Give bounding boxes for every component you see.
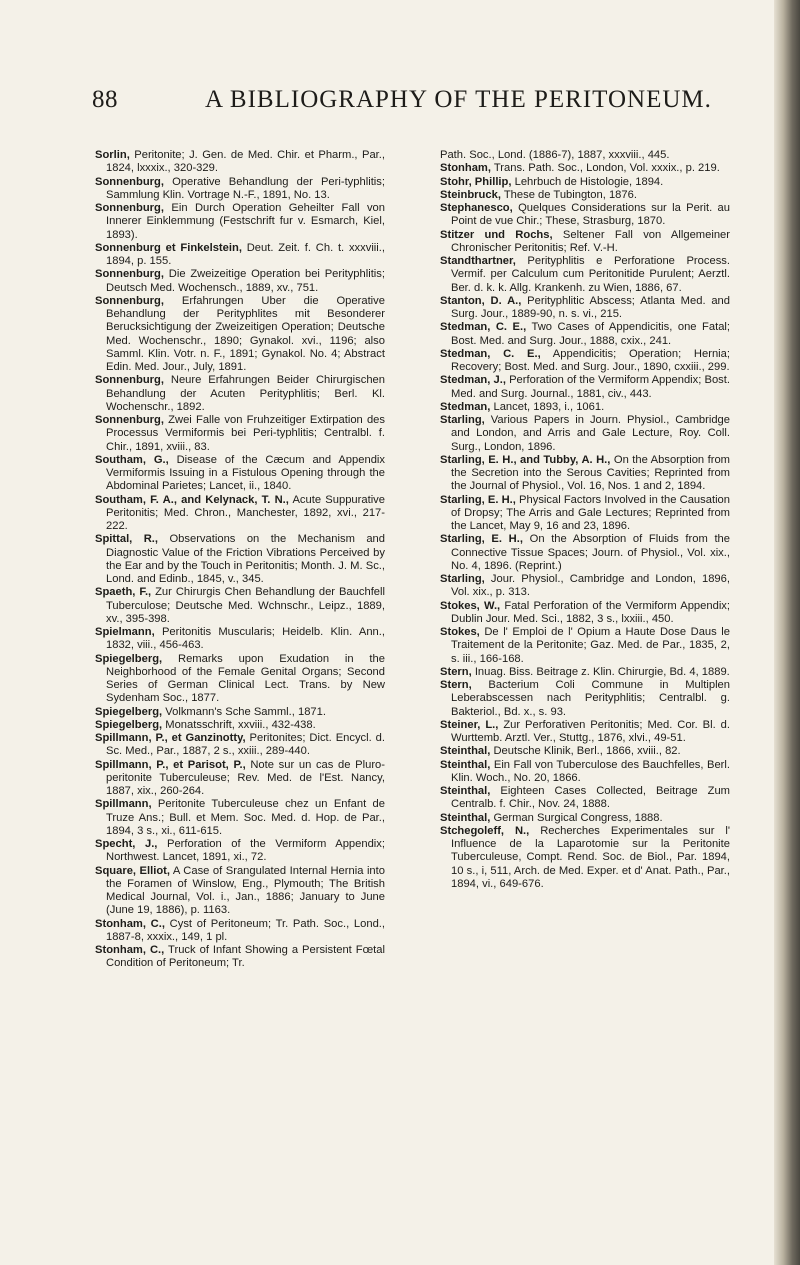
entry-author: Steiner, L., xyxy=(440,718,499,731)
entry-citation: Peritonitis Muscularis; Heidelb. Klin. Ann., 1832, viii., 456-463. xyxy=(106,626,385,652)
entry-citation: Physical Factors Involved in the Causation of Dropsy; The Arris and Gale Lectures; Reprinted from the Lancet, May 9, 16 and 23, 1896. xyxy=(451,493,730,532)
entry-citation: Volkmann's Sche Samml., 1871. xyxy=(162,705,326,718)
bibliography-entry xyxy=(440,202,730,229)
bibliography-entry xyxy=(95,653,385,706)
bibliography-entry xyxy=(440,189,730,202)
page-header xyxy=(0,86,800,116)
entry-citation: De l' Emploi de l' Opium a Haute Dose Daus le Traitement de la Peritonite; Gaz. Med. de Par., 1835, 2, s. iii., 166-168. xyxy=(451,626,730,665)
entry-citation: Deutsche Klinik, Berl., 1866, xviii., 82. xyxy=(490,745,681,758)
bibliography-entry xyxy=(440,745,730,758)
entry-author: Stedman, C. E., xyxy=(440,347,541,360)
bibliography-entry xyxy=(95,494,385,534)
entry-author: Stonham, C., xyxy=(95,917,165,930)
entry-citation: Trans. Path. Soc., London, Vol. xxxix., p. 219. xyxy=(490,162,720,175)
entry-citation: Appendicitis; Operation; Hernia; Recovery; Bost. Med. and Surg. Jour., 1890, cxxiii., 299. xyxy=(451,347,730,373)
entry-author: Spaeth, F., xyxy=(95,586,152,599)
entry-author: Steinthal, xyxy=(440,811,491,824)
entry-author: Stchegoleff, N., xyxy=(440,824,530,837)
entry-citation: Monatsschrift, xxviii., 432-438. xyxy=(162,718,316,731)
entry-author: Steinthal, xyxy=(440,758,491,771)
entry-citation: Two Cases of Appendicitis, one Fatal; Bost. Med. and Surg. Jour., 1888, cxix., 241. xyxy=(451,321,731,347)
entry-citation: Peritonite; J. Gen. de Med. Chir. et Pharm., Par., 1824, lxxxix., 320-329. xyxy=(106,149,385,175)
bibliography-entry xyxy=(440,626,730,666)
running-head: A BIBLIOGRAPHY OF THE PERITONEUM. xyxy=(205,86,712,113)
entry-author: Spielmann, xyxy=(95,626,155,638)
bibliography-entry xyxy=(440,229,730,256)
entry-author: Square, Elliot, xyxy=(95,864,171,877)
bibliography-entry xyxy=(440,666,730,679)
entry-author: Stedman, xyxy=(440,400,491,413)
entry-citation: Neure Erfahrungen Beider Chirurgischen Behandlung der Acuten Perityphlitis; Berl. Kl. Wochenschr., 1892. xyxy=(106,374,385,413)
entry-citation: Operative Behandlung der Peri-typhlitis; Sammlung Klin. Vortrage N.-F., 1891, No. 13. xyxy=(106,175,385,201)
bibliography-entry xyxy=(440,825,730,891)
bibliography-entry xyxy=(440,812,730,825)
bibliography-entry xyxy=(440,255,730,295)
entry-author: Stedman, J., xyxy=(440,374,506,387)
entry-citation: Perityphlitic Abscess; Atlanta Med. and Surg. Jour., 1889-90, n. s. vi., 215. xyxy=(451,294,730,320)
entry-citation: Seltener Fall von Allgemeiner Chronischer Peritonitis; Ref. V.-H. xyxy=(451,228,730,254)
entry-citation: Acute Suppurative Peritonitis; Med. Chron., Manchester, 1892, xvi., 217-222. xyxy=(106,493,385,532)
entry-citation: Die Zweizeitige Operation bei Perityphlitis; Deutsch Med. Wochensch., 1889, xv., 751. xyxy=(106,268,385,294)
entry-author: Sonnenburg, xyxy=(95,175,164,188)
entry-citation: Peritonite Tuberculeuse chez un Enfant de Truze Ans.; Bull. et Mem. Soc. Med. d. Hop. de Par., 1894, 3 s., xi., 611-615. xyxy=(106,798,385,837)
entry-citation: Path. Soc., Lond. (1886-7), 1887, xxxviii., 445. xyxy=(440,149,670,161)
entry-author: Stokes, W., xyxy=(440,599,501,612)
entry-author: Steinthal, xyxy=(440,745,491,758)
entry-author: Sonnenburg, xyxy=(95,202,164,214)
entry-author: Spiegelberg, xyxy=(95,705,163,718)
entry-author: Spiegelberg, xyxy=(95,652,163,665)
entry-citation: A Case of Srangulated Internal Hernia into the Foramen of Winslow, Eng., Plymouth; The British Medical Journal, Vol. i., Jan., 1886; January to June (June 19, 1886), p. 1163. xyxy=(106,864,385,917)
bibliography-entry xyxy=(440,295,730,322)
bibliography-column-left xyxy=(95,149,385,971)
bibliography-entry xyxy=(95,374,385,414)
bibliography-entry xyxy=(440,719,730,746)
entry-citation: Zur Perforativen Peritonitis; Med. Cor. Bl. d. Wurttemb. Arztl. Ver., Stuttg., 1876, xlvi., 49-51. xyxy=(451,718,730,744)
bibliography-entry xyxy=(95,706,385,719)
entry-author: Starling, E. H., xyxy=(440,493,516,506)
bibliography-entry xyxy=(95,732,385,759)
entry-author: Spittal, R., xyxy=(95,533,159,546)
entry-citation: Fatal Perforation of the Vermiform Appendix; Dublin Jour. Med. Sci., 1882, 3 s., lxxiii., 450. xyxy=(451,599,731,625)
bibliography-entry xyxy=(440,533,730,573)
entry-citation: These de Tubington, 1876. xyxy=(500,188,637,201)
bibliography-entry xyxy=(440,401,730,414)
entry-citation: Inuag. Biss. Beitrage z. Klin. Chirurgie, Bd. 4, 1889. xyxy=(471,665,730,678)
entry-citation: Quelques Considerations sur la Perit. au Point de vue Chir.; These, Strasburg, 1870. xyxy=(451,202,730,228)
entry-citation: Remarks upon Exudation in the Neighborhood of the Female Genital Organs; Second Series of German Clinical Lect. Trans. by New Sydenham Soc., 1877. xyxy=(106,652,385,705)
entry-citation: On the Absorption from the Secretion into the Serous Cavities; Reprinted from the Journal of Physiol., Vol. 16, Nos. 1 and 2, 1894. xyxy=(451,453,731,493)
entry-citation: Perforation of the Vermiform Appendix; Northwest. Lancet, 1891, xi., 72. xyxy=(106,838,385,864)
bibliography-entry xyxy=(95,149,385,176)
bibliography-entry xyxy=(95,414,385,454)
entry-citation: Ein Fall von Tuberculose des Bauchfelles, Berl. Klin. Woch., No. 20, 1866. xyxy=(451,758,730,784)
bibliography-entry xyxy=(95,626,385,653)
entry-author: Stonham, xyxy=(440,162,491,175)
entry-author: Sonnenburg, xyxy=(95,374,164,387)
entry-author: Southam, G., xyxy=(95,453,169,466)
entry-author: Steinthal, xyxy=(440,785,491,797)
entry-author: Stern, xyxy=(440,679,472,691)
entry-author: Specht, J., xyxy=(95,838,158,850)
bibliography-entry xyxy=(440,600,730,627)
entry-author: Spiegelberg, xyxy=(95,718,163,731)
entry-citation: Deut. Zeit. f. Ch. t. xxxviii., 1894, p. 155. xyxy=(106,241,385,267)
entry-citation: Cyst of Peritoneum; Tr. Path. Soc., Lond., 1887-8, xxxix., 149, 1 pl. xyxy=(106,917,386,943)
page-number: 88 xyxy=(92,86,118,113)
entry-citation: Perityphlitis e Perforatione Process. Vermif. per Calculum cum Peritonitide Purulent; Aerztl. Ber. d. k. k. Allg. Krankenh. zu Wien, 1886, 67. xyxy=(451,255,730,294)
bibliography-entry xyxy=(440,454,730,494)
entry-author: Southam, F. A., and Kelynack, T. N., xyxy=(95,493,289,506)
page-edge-shadow xyxy=(774,0,800,1265)
entry-author: Stedman, C. E., xyxy=(440,321,527,334)
bibliography-entry xyxy=(440,494,730,534)
entry-citation: On the Absorption of Fluids from the Connective Tissue Spaces; Journ. of Physiol., Vol. xix., No. 4, 1896. (Reprint.) xyxy=(451,533,731,572)
entry-author: Spillmann, P., et Ganzinotty, xyxy=(95,732,246,744)
bibliography-entry xyxy=(95,838,385,865)
bibliography-entry xyxy=(95,918,385,945)
bibliography-entry xyxy=(95,944,385,971)
entry-citation: Observations on the Mechanism and Diagnostic Value of the Friction Vibrations Perceived by the Ear and by the Touch in Peritonitis; Month. J. M. Sc., Lond. and Edinb., 1845, v., 345. xyxy=(106,533,385,585)
entry-citation: German Surgical Congress, 1888. xyxy=(490,811,663,824)
entry-author: Stonham, C., xyxy=(95,944,165,956)
entry-citation: Eighteen Cases Collected, Beitrage Zum Centralb. f. Chir., Nov. 24, 1888. xyxy=(451,785,730,811)
bibliography-entry xyxy=(95,176,385,203)
bibliography-entry xyxy=(95,295,385,375)
bibliography-entry xyxy=(95,533,385,586)
entry-author: Sonnenburg, xyxy=(95,414,164,426)
bibliography-entry xyxy=(440,785,730,812)
bibliography-entry xyxy=(95,798,385,838)
entry-citation: Jour. Physiol., Cambridge and London, 1896, Vol. xix., p. 313. xyxy=(451,573,730,599)
entry-author: Stitzer und Rochs, xyxy=(440,228,553,241)
entry-citation: Bacterium Coli Commune in Multiplen Leberabscessen nach Perityphlitis; Centralbl. g. Bakteriol., Bd. x., s. 93. xyxy=(451,679,730,718)
bibliography-entry xyxy=(440,759,730,786)
entry-citation: Perforation of the Vermiform Appendix; Bost. Med. and Surg. Journal., 1881, civ., 443. xyxy=(451,374,730,400)
entry-citation: Disease of the Cæcum and Appendix Vermiformis Issuing in a Fistulous Opening through the Abdominal Parietes; Lancet, ii., 1840. xyxy=(106,453,385,493)
entry-citation: Recherches Experimentales sur l' Influence de la Laparotomie sur la Peritonite Tuberculeuse, Compt. Rend. Soc. de Biol., Par. 1894, 10 s., i, 511, Arch. de Med. Exper. et d' Anat. Path., Par., 1894, vi., 649-676. xyxy=(451,824,730,890)
entry-author: Stohr, Phillip, xyxy=(440,175,512,188)
bibliography-entry xyxy=(95,586,385,626)
entry-author: Steinbruck, xyxy=(440,188,501,201)
bibliography-entry xyxy=(95,719,385,732)
bibliography-entry xyxy=(440,414,730,454)
bibliography-entry xyxy=(440,162,730,175)
entry-citation: Note sur un cas de Pluro-peritonite Tuberculeuse; Rev. Med. de l'Est. Nancy, 1887, xix., 260-264. xyxy=(106,758,385,797)
entry-author: Stanton, D. A., xyxy=(440,294,522,307)
entry-citation: Zur Chirurgis Chen Behandlung der Bauchfell Tuberculose; Deutsche Med. Wchnschr., Leipz., 1889, xv., 395-398. xyxy=(106,586,385,625)
entry-author: Stephanesco, xyxy=(440,202,513,214)
entry-citation: Lehrbuch de Histologie, 1894. xyxy=(511,175,664,188)
entry-citation: Lancet, 1893, i., 1061. xyxy=(490,400,605,413)
entry-author: Starling, xyxy=(440,573,485,585)
bibliography-entry xyxy=(95,865,385,918)
bibliography-entry xyxy=(440,321,730,348)
entry-author: Starling, E. H., and Tubby, A. H., xyxy=(440,453,611,466)
entry-citation: Various Papers in Journ. Physiol., Cambridge and London, and Arris and Gale Lecture, Roy. Coll. Surg., London, 1896. xyxy=(451,414,730,453)
entry-citation: Truck of Infant Showing a Persistent Fœtal Condition of Peritoneum; Tr. xyxy=(106,944,385,970)
bibliography-entry xyxy=(95,242,385,269)
entry-citation: Erfahrungen Uber die Operative Behandlung der Perityphlites mit Besonderer Berucksichtigung der Zweizeitigen Operation; Deutsche Med. Wochenschr., 1890; Gynakol. xvi., 1196; also Samml. Klin. Votr. n. F., 1891; Gynakol. No. 4; Abstract Edin. Med. Jour., July, 1891. xyxy=(106,294,385,373)
entry-author: Spillmann, xyxy=(95,798,152,811)
entry-author: Sonnenburg, xyxy=(95,294,164,307)
bibliography-entry xyxy=(95,268,385,295)
entry-author: Spillmann, P., et Parisot, P., xyxy=(95,758,246,771)
entry-author: Sonnenburg, xyxy=(95,268,164,281)
bibliography-entry xyxy=(95,759,385,799)
bibliography-entry xyxy=(440,374,730,401)
bibliography-column-right xyxy=(440,149,730,891)
entry-citation: Ein Durch Operation Geheilter Fall von Innerer Einklemmung (Festschrift fur v. Esmarch, Kiel, 1893). xyxy=(106,202,385,241)
bibliography-entry xyxy=(440,679,730,719)
bibliography-entry xyxy=(95,454,385,494)
entry-author: Sorlin, xyxy=(95,149,130,161)
entry-citation: Peritonites; Dict. Encycl. d. Sc. Med., Par., 1887, 2 s., xxiii., 289-440. xyxy=(106,732,385,758)
bibliography-entry xyxy=(95,202,385,242)
entry-author: Sonnenburg et Finkelstein, xyxy=(95,241,242,254)
bibliography-entry xyxy=(440,573,730,600)
bibliography-entry xyxy=(440,149,730,162)
entry-citation: Zwei Falle von Fruhzeitiger Extirpation des Processus Vermiformis bei Peri-typhlitis; Centralbl. f. Chir., 1891, xviii., 83. xyxy=(106,414,385,453)
entry-author: Starling, xyxy=(440,414,485,426)
entry-author: Stokes, xyxy=(440,626,480,638)
bibliography-entry xyxy=(440,176,730,189)
entry-author: Starling, E. H., xyxy=(440,533,523,546)
entry-author: Standthartner, xyxy=(440,255,516,267)
entry-author: Stern, xyxy=(440,665,472,678)
bibliography-entry xyxy=(440,348,730,375)
